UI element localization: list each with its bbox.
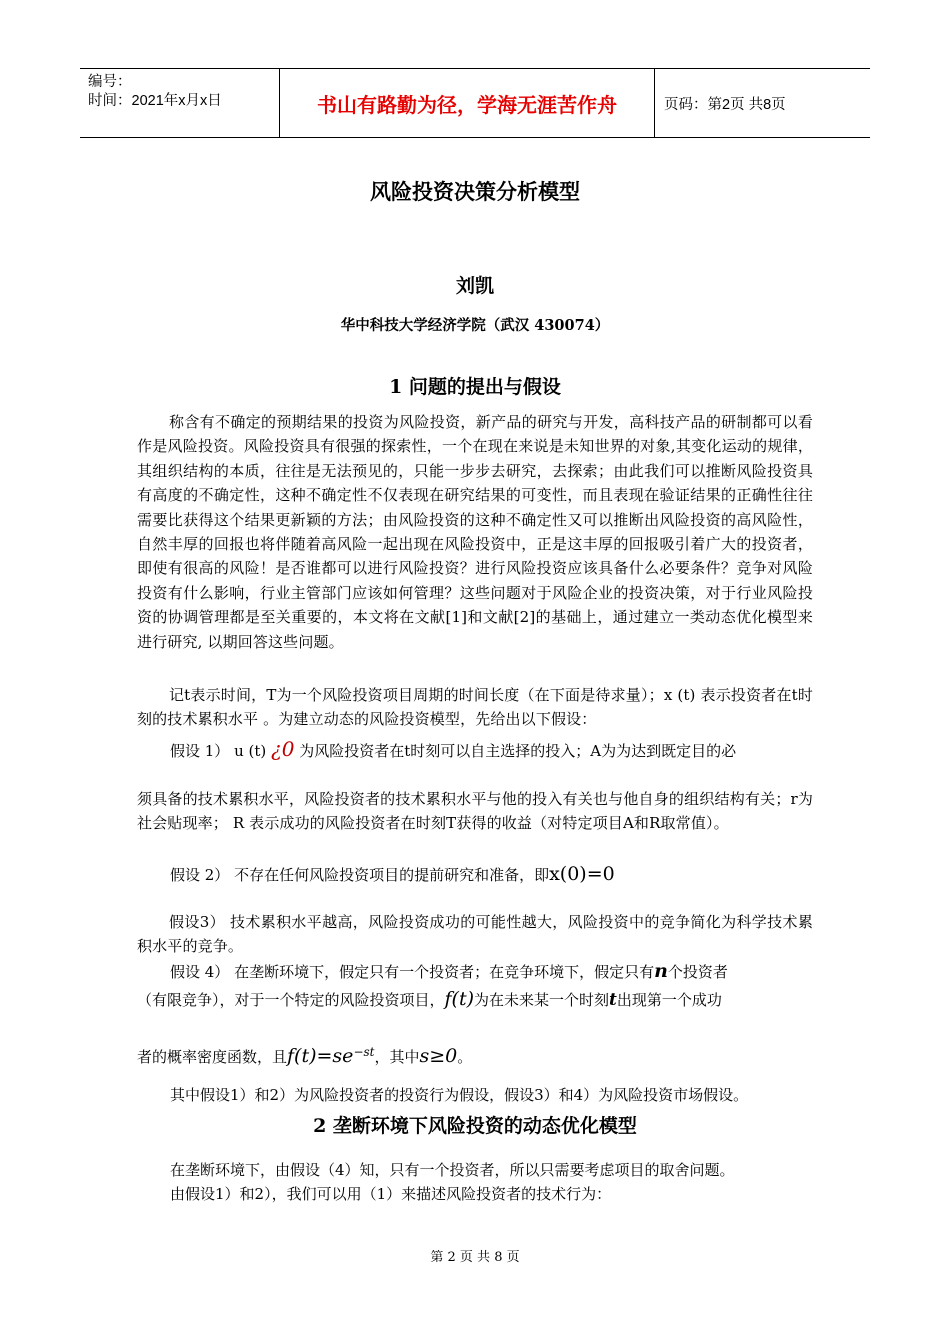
section1-paragraph-2: 记t表示时间，T为一个风险投资项目周期的时间长度（在下面是待求量）；x (t) 表示投资者在t时刻的技术累积水平 。为建立动态的风险投资模型，先给出以下假设： [137,686,813,729]
page-footer: 第 2 页 共 8 页 [430,1250,520,1265]
header-number-label: 编号： [88,74,132,90]
section2-paragraph-1: 在垄断环境下，由假设（4）知，只有一个投资者，所以只需要考虑项目的取舍问题。 [170,1161,735,1179]
assumption-1-symbol: ¿0 [271,737,295,761]
header-motto: 书山有路勤为径，学海无涯苦作舟 [280,69,655,137]
assumption-1-continuation: 须具备的技术累积水平，风险投资者的技术累积水平与他的投入有关也与他自身的组织结构有关；r为社会贴现率； R 表示成功的风险投资者在时刻T获得的收益（对特定项目A和R取常值）。 [137,790,813,833]
section1-paragraph-1: 称含有不确定的预期结果的投资为风险投资，新产品的研究与开发，高科技产品的研制都可以看作是风险投资。风险投资具有很强的探索性，一个在现在来说是未知世界的对象,其变化运动的规律，其组织结构的本质，往往是无法预见的，只能一步步去研究，去探索；由此我们可以推断风险投资具有高度的不确定性，这种不确定性不仅表现在研究结果的可变性，而且表现在验证结果的正确性往往需要比获得这个结果更新颖的方法；由风险投资的这种不确定性又可以推断出风险投资的高风险性，自然丰厚的回报也将伴随着高风险一起出现在风险投资中，正是这丰厚的回报吸引着广大的投资者，即使有很高的风险！是否谁都可以进行风险投资？进行风险投资应该具备什么必要条件？竞争对风险投资有什么影响，行业主管部门应该如何管理？这些问题对于风险企业的投资决策，对于行业风险投资的协调管理都是至关重要的，本文将在文献[1]和文献[2]的基础上，通过建立一类动态优化模型来进行研究, 以期回答这些问题。 [137,413,813,651]
density-condition: s≥0 [419,1045,458,1067]
section2-paragraph-2: 由假设1）和2），我们可以用（1）来描述风险投资者的技术行为： [170,1185,612,1203]
assumption-4-f: f(t) [444,988,475,1010]
assumption-4-text-g: ，其中 [374,1048,420,1066]
assumption-2-line [170,862,860,887]
assumption-4-line-3 [137,1040,827,1069]
density-formula: f(t)=se [287,1045,354,1067]
assumptions-summary: 其中假设1）和2）为风险投资者的投资行为假设，假设3）和4）为风险投资市场假设。 [170,1086,749,1104]
section2-heading: 2 垄断环境下风险投资的动态优化模型 [313,1115,637,1137]
assumption-4-line-1 [170,959,860,984]
assumption-4-text-h: 。 [457,1048,473,1066]
assumption-2-text: 假设 2） 不存在任何风险投资项目的提前研究和准备，即 [170,866,550,884]
assumption-3: 假设3） 技术累积水平越高，风险投资成功的可能性越大，风险投资中的竞争简化为科学技术累积水平的竞争。 [137,913,813,956]
header-page-info: 页码：第2页 共8页 [664,96,786,113]
assumption-2-formula: x(0)=0 [549,863,615,885]
assumption-4-text-f: 者的概率密度函数，且 [137,1048,288,1066]
paper-affiliation: 华中科技大学经济学院（武汉 430074） [340,317,610,334]
assumption-4-line-2 [137,987,827,1012]
assumption-1-label: 假设 1） u (t) [170,742,267,760]
paper-title: 风险投资决策分析模型 [370,179,580,204]
assumption-4-text-b: 个投资者 [667,963,728,981]
assumption-4-t: t [609,990,617,1010]
header-meta-cell [80,69,280,137]
section1-heading: 1 问题的提出与假设 [389,376,561,398]
assumption-4-text-c: （有限竞争），对于一个特定的风险投资项目， [137,991,445,1009]
assumption-4-n: n [654,960,668,982]
header-time-label: 时间：2021年x月x日 [88,93,222,109]
header-table [80,68,870,138]
density-exponent: −st [353,1045,375,1059]
assumption-4-text-a: 假设 4） 在垄断环境下，假定只有一个投资者；在竞争环境下，假定只有 [170,963,655,981]
assumption-1-line [170,737,860,763]
assumption-4-text-d: 为在未来某一个时刻 [474,991,610,1009]
assumption-4-text-e: 出现第一个成功 [616,991,722,1009]
paper-author: 刘凯 [455,276,494,297]
assumption-1-text: 为风险投资者在t时刻可以自主选择的投入；A为为达到既定目的必 [299,742,737,760]
